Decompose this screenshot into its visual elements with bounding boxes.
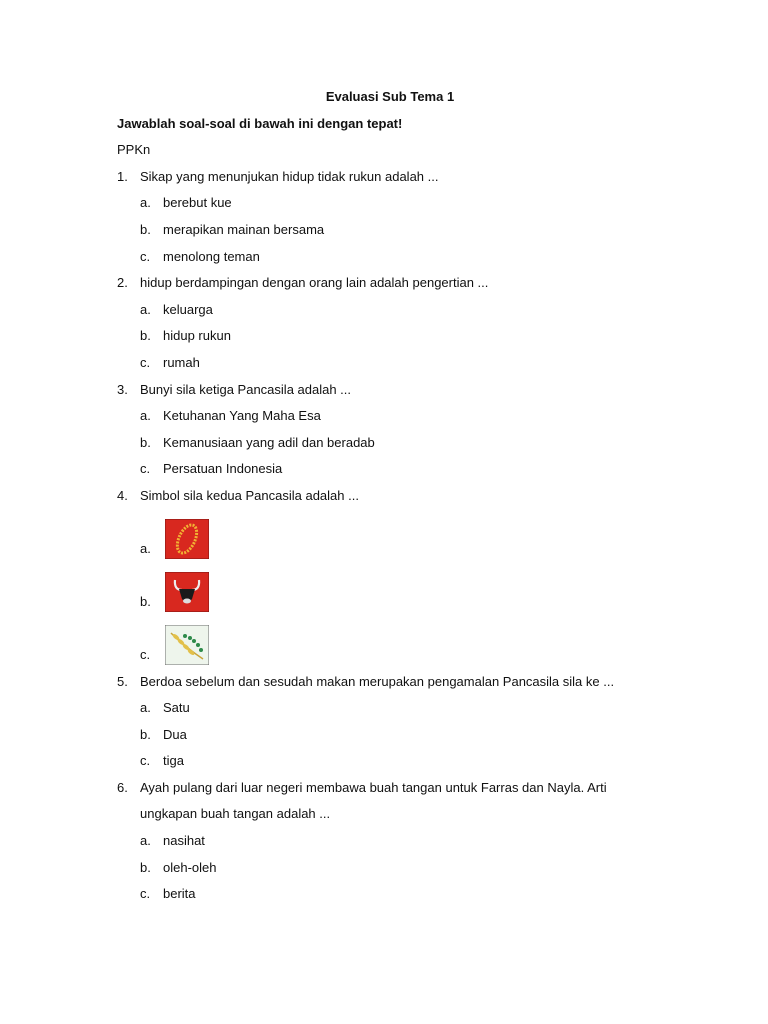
answer-option bbox=[0, 190, 768, 217]
answer-option bbox=[0, 244, 768, 271]
option-letter: c. bbox=[140, 248, 151, 264]
question-list bbox=[0, 164, 768, 908]
option-letter: b. bbox=[140, 221, 151, 237]
option-letter: b. bbox=[140, 593, 151, 609]
question-text: Bunyi sila ketiga Pancasila adalah ... bbox=[140, 381, 352, 397]
document-page bbox=[0, 84, 768, 908]
answer-option bbox=[0, 456, 768, 483]
option-letter: a. bbox=[140, 301, 151, 317]
option-letter: b. bbox=[140, 726, 151, 742]
option-letter: a. bbox=[140, 408, 151, 424]
option-text: Satu bbox=[163, 700, 190, 716]
question-number: 3. bbox=[117, 381, 128, 397]
answer-option bbox=[0, 403, 768, 430]
option-text: hidup rukun bbox=[163, 328, 231, 344]
question-number: 2. bbox=[117, 275, 128, 291]
answer-option bbox=[0, 297, 768, 324]
question-6 bbox=[0, 775, 768, 802]
question-text: Berdoa sebelum dan sesudah makan merupakan pengamalan Pancasila sila ke ... bbox=[140, 673, 615, 689]
answer-option bbox=[0, 881, 768, 908]
option-letter: b. bbox=[140, 328, 151, 344]
answer-option bbox=[0, 828, 768, 855]
option-letter: c. bbox=[140, 646, 151, 662]
question-text: hidup berdampingan dengan orang lain adalah pengertian ... bbox=[140, 275, 489, 291]
question-1 bbox=[0, 164, 768, 191]
option-letter: a. bbox=[140, 833, 151, 849]
answer-option bbox=[0, 217, 768, 244]
option-letter: c. bbox=[140, 461, 151, 477]
answer-option bbox=[0, 695, 768, 722]
option-letter: a. bbox=[140, 540, 151, 556]
option-text: keluarga bbox=[163, 301, 213, 317]
question-number: 4. bbox=[117, 487, 128, 503]
question-text: Ayah pulang dari luar negeri membawa buah tangan untuk Farras dan Nayla. Arti bbox=[140, 779, 607, 795]
question-4 bbox=[0, 483, 768, 510]
document-title: Evaluasi Sub Tema 1 bbox=[325, 89, 455, 104]
question-text: Simbol sila kedua Pancasila adalah ... bbox=[140, 487, 359, 503]
option-text: berebut kue bbox=[163, 195, 232, 211]
rice-cotton-icon bbox=[165, 625, 209, 665]
option-text: merapikan mainan bersama bbox=[163, 221, 325, 237]
option-letter: c. bbox=[140, 354, 151, 370]
option-text: rumah bbox=[163, 354, 200, 370]
question-number: 1. bbox=[117, 168, 128, 184]
answer-option bbox=[0, 748, 768, 775]
option-letter: a. bbox=[140, 700, 151, 716]
option-text: Ketuhanan Yang Maha Esa bbox=[163, 408, 321, 424]
answer-option bbox=[0, 855, 768, 882]
option-text: berita bbox=[163, 886, 196, 902]
option-letter: c. bbox=[140, 886, 151, 902]
option-text: nasihat bbox=[163, 833, 205, 849]
option-text: tiga bbox=[163, 753, 184, 769]
question-2 bbox=[0, 270, 768, 297]
answer-option bbox=[0, 323, 768, 350]
answer-option bbox=[0, 616, 768, 669]
chain-icon bbox=[165, 519, 209, 559]
answer-option bbox=[0, 563, 768, 616]
option-text: menolong teman bbox=[163, 248, 260, 264]
option-text: oleh-oleh bbox=[163, 859, 217, 875]
question-3 bbox=[0, 377, 768, 404]
question-number: 5. bbox=[117, 673, 128, 689]
answer-option bbox=[0, 350, 768, 377]
answer-option bbox=[0, 510, 768, 563]
question-5 bbox=[0, 669, 768, 696]
option-text: Dua bbox=[163, 726, 187, 742]
option-letter: b. bbox=[140, 859, 151, 875]
option-text: Kemanusiaan yang adil dan beradab bbox=[163, 434, 375, 450]
answer-option bbox=[0, 430, 768, 457]
question-text: Sikap yang menunjukan hidup tidak rukun adalah ... bbox=[140, 168, 439, 184]
option-letter: a. bbox=[140, 195, 151, 211]
option-letter: c. bbox=[140, 753, 151, 769]
subject-label: PPKn bbox=[117, 142, 151, 158]
option-text: Persatuan Indonesia bbox=[163, 461, 283, 477]
question-number: 6. bbox=[117, 779, 128, 795]
bull-head-icon bbox=[165, 572, 209, 612]
option-letter: b. bbox=[140, 434, 151, 450]
answer-option bbox=[0, 722, 768, 749]
question-text: ungkapan buah tangan adalah ... bbox=[140, 806, 331, 822]
question-6 bbox=[0, 801, 768, 828]
instruction: Jawablah soal-soal di bawah ini dengan tepat! bbox=[117, 115, 403, 131]
